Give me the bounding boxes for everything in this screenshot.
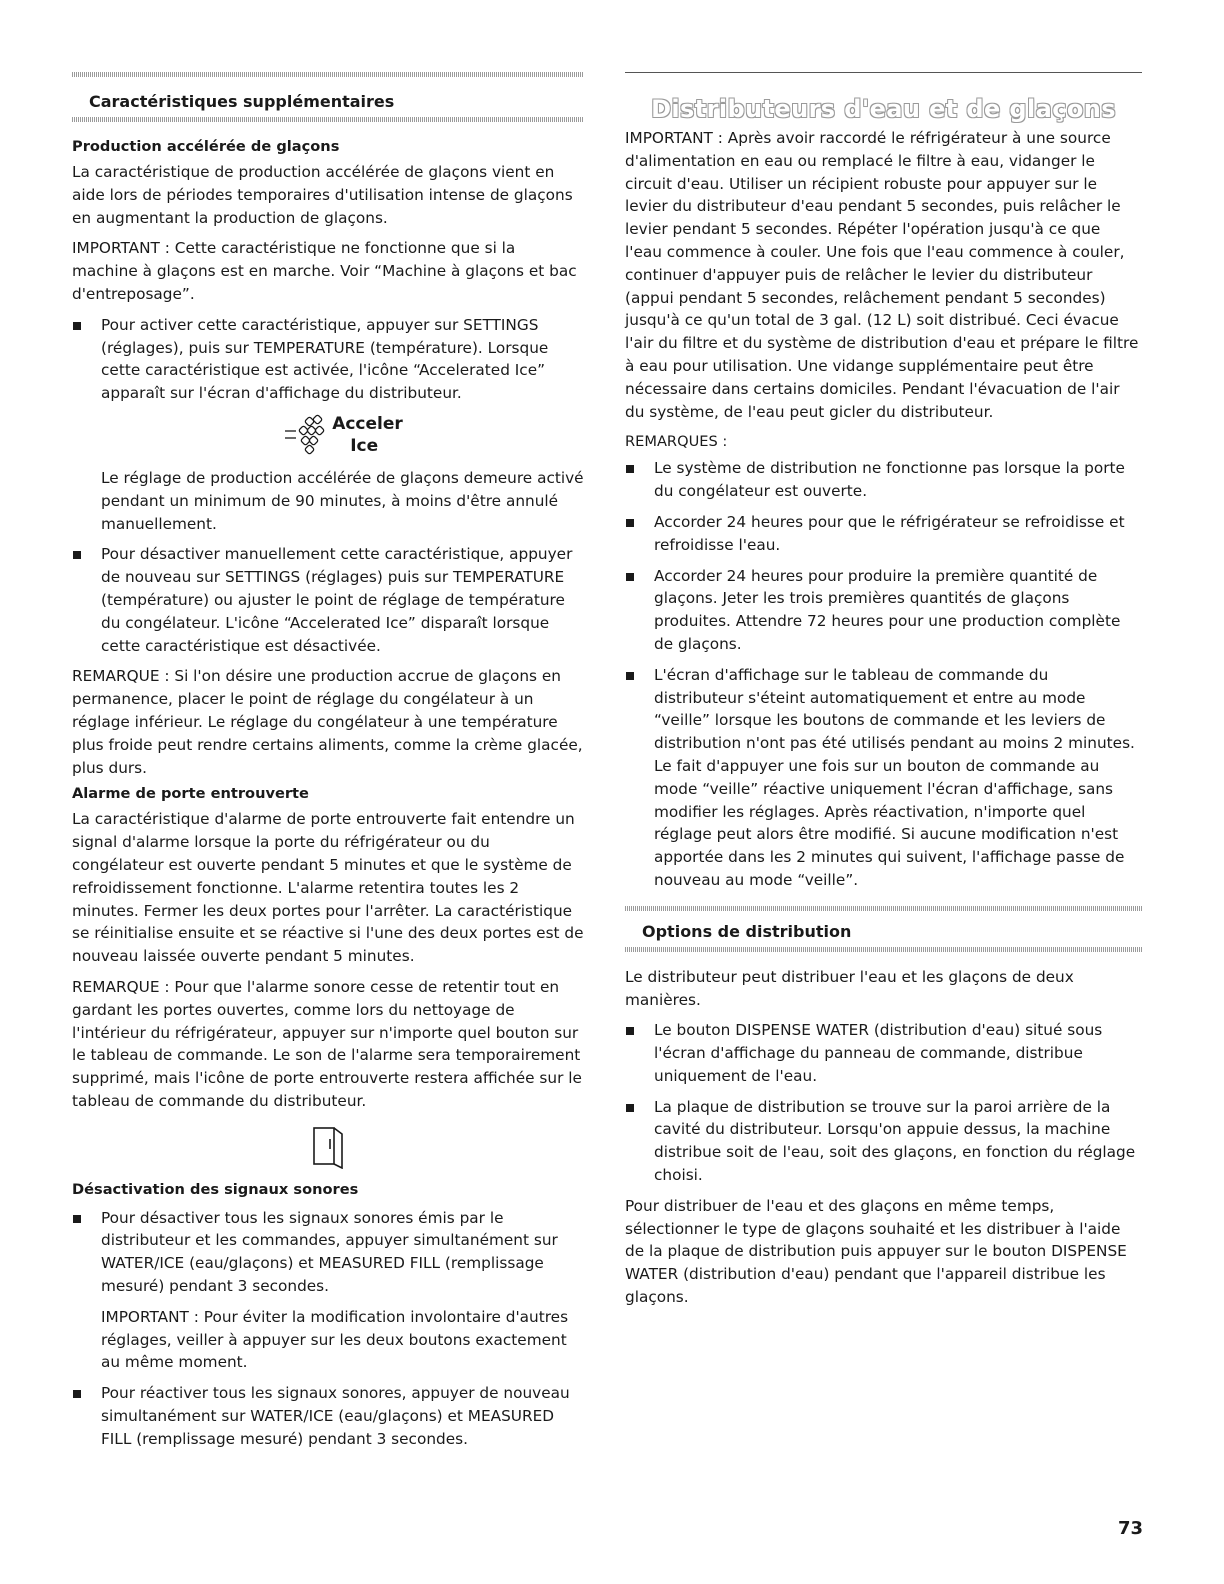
dispenser-important: IMPORTANT : Après avoir raccordé le réfrigérateur à une source d'alimentation en eau ou remplacé le filtre à eau, vidanger le circuit d'eau. Utiliser un récipient robuste pour appuyer sur le levier du distributeur d'eau pendant 5 secondes, puis relâcher le levier pendant 5 secondes. Répéter l'opération jusqu'à ce que l'eau commence à couler. Une fois que l'eau commence à couler, continuer d'appuyer puis de relâcher le levier du distributeur (appui pendant 5 secondes, relâchement pendant 5 secondes) jusqu'à ce qu'un total de 3 gal. (12 L) soit distribué. Ceci évacue l'air du filtre et du système de distribution d'eau et prépare le filtre à eau pour utilisation. Une vidange supplémentaire peut être nécessaire dans certains domiciles. Pendant l'évacuation de l'air du système, de l'eau peut gicler du distributeur. [625,129,1139,421]
bullet-activate-duration: Le réglage de production accélérée de glaçons demeure activé pendant un minimum de 90 minutes, à moins d'être annulé manuellement. [101,468,584,533]
bullet-activate [72,314,584,536]
bullet-activate-text: Pour activer cette caractéristique, appuyer sur SETTINGS (réglages), puis sur TEMPERATURE (température). Lorsque cette caractéristique est activée, l'icône “Accelerated Ice” apparaît sur l'écran d'affichage du distributeur. [101,315,549,403]
bullet-sound-off [72,1207,584,1375]
bullet-deactivate [72,543,584,657]
accelerated-ice-remarque: REMARQUE : Si l'on désire une production accrue de glaçons en permanence, placer le point de réglage du congélateur à un réglage inférieur. Le réglage du congélateur à une température plus froide peut rendre certains aliments, comme la crème glacée, plus durs. [72,667,583,777]
accelerated-ice-display [101,413,584,457]
remarque-item-text: L'écran d'affichage sur le tableau de commande du distributeur s'éteint automatiquement et entre au mode “veille” lorsque les boutons de commande et les leviers de distribution n'ont pas été utilisés pendant au moins 2 minutes. Le fait d'appuyer une fois sur un bouton de commande au mode “veille” réactive uniquement l'écran d'affichage, sans modifier les réglages. Après réactivation, n'importe quel réglage peut alors être modifié. Si aucune modification n'est apportée dans les 2 minutes qui suivent, l'affichage passe de nouveau au mode “veille”. [654,665,1135,889]
accelerated-ice-important: IMPORTANT : Cette caractéristique ne fonctionne que si la machine à glaçons est en marche. Voir “Machine à glaçons et bac d'entreposage”. [72,239,577,303]
bullet-square-icon [626,1027,634,1035]
bullet-square-icon [73,1215,81,1223]
heading-door-alarm: Alarme de porte entrouverte [72,785,309,803]
accelerated-ice-paragraph: La caractéristique de production accélérée de glaçons vient en aide lors de périodes temporaires d'utilisation intense de glaçons en augmentant la production de glaçons. [72,163,573,227]
icon-label-line1: Acceler [332,413,403,434]
right-column [625,72,1142,1309]
heading-accelerated-ice: Production accélérée de glaçons [72,138,340,155]
heading-sound-off: Désactivation des signaux sonores [72,1180,359,1198]
door-alarm-remarque: REMARQUE : Pour que l'alarme sonore cesse de retentir tout en gardant les portes ouvertes, comme lors du nettoyage de l'intérieur du réfrigérateur, appuyer sur n'importe quel bouton sur le tableau de commande. Le son de l'alarme sera temporairement supprimé, mais l'icône de porte entrouverte restera affichée sur le tableau de commande du distributeur. [72,977,582,1110]
title-rule [625,72,1142,73]
bullet-square-icon [626,1104,634,1112]
page-number: 73 [1118,1518,1144,1539]
bullet-sound-on-text: Pour réactiver tous les signaux sonores, appuyer de nouveau simultanément sur WATER/ICE (eau/glaçons) et MEASURED FILL (remplissage mesuré) pendant 3 secondes. [101,1384,570,1448]
bullet-square-icon [73,551,81,559]
door-ajar-display [72,1125,584,1169]
bullet-sound-on [72,1382,584,1450]
remarque-item-text: Le système de distribution ne fonctionne pas lorsque la porte du congélateur est ouverte. [654,459,1125,501]
door-alarm-paragraph: La caractéristique d'alarme de porte entrouverte fait entendre un signal d'alarme lorsque la porte du réfrigérateur ou du congélateur est ouverte pendant 5 minutes et que le système de refroidissement fonctionne. L'alarme retentira toutes les 2 minutes. Fermer les deux portes pour l'arrêter. La caractéristique se réinitialise ensuite et se réactive si l'une des deux portes est de nouveau laissée ouverte pendant 5 minutes. [72,810,584,966]
bullet-square-icon [73,1390,81,1398]
icon-label-line2: Ice [350,435,379,456]
option-item-text: La plaque de distribution se trouve sur la paroi arrière de la cavité du distributeur. Lorsqu'on appuie dessus, la machine distribue soit de l'eau, soit des glaçons, en fonction du réglage choisi. [654,1097,1136,1185]
bullet-square-icon [626,465,634,473]
bullet-deactivate-text: Pour désactiver manuellement cette caractéristique, appuyer de nouveau sur SETTINGS (réglages) puis sur TEMPERATURE (température) ou ajuster le point de réglage de température du congélateur. L'icône “Accelerated Ice” disparaît lorsque cette caractéristique est désactivée. [101,545,573,655]
remarque-item [625,664,1142,892]
remarque-item [625,565,1142,656]
left-column [72,72,584,1451]
bullet-square-icon [626,519,634,527]
options-intro: Le distributeur peut distribuer l'eau et les glaçons de deux manières. [625,967,1074,1009]
remarque-item-text: Accorder 24 heures pour produire la première quantité de glaçons. Jeter les trois premières quantités de glaçons produites. Attendre 72 heures pour une production complète de glaçons. [654,566,1121,653]
section-title-features: Caractéristiques supplémentaires [89,92,395,111]
accelerated-ice-icon [282,414,330,456]
remarques-label: REMARQUES : [625,433,728,451]
accelerated-ice-label [332,413,403,457]
section-title-options: Options de distribution [642,921,852,941]
remarque-item [625,511,1142,557]
bullet-square-icon [626,573,634,581]
remarque-item [625,457,1142,503]
door-ajar-icon [311,1125,345,1169]
remarque-item-text: Accorder 24 heures pour que le réfrigérateur se refroidisse et refroidisse l'eau. [654,512,1125,554]
bullet-sound-off-important: IMPORTANT : Pour éviter la modification involontaire d'autres réglages, veiller à appuyer sur les deux boutons exactement au même moment. [101,1307,569,1372]
option-item-text: Le bouton DISPENSE WATER (distribution d'eau) situé sous l'écran d'affichage du panneau de commande, distribue uniquement de l'eau. [654,1021,1103,1085]
bullet-square-icon [73,322,81,330]
option-item [625,1019,1142,1087]
options-outro: Pour distribuer de l'eau et des glaçons en même temps, sélectionner le type de glaçons souhaité et les distribuer à l'aide de la plaque de distribution puis appuyer sur le bouton DISPENSE WATER (distribution d'eau) pendant que l'appareil distribue les glaçons. [625,1196,1127,1307]
bullet-sound-off-text: Pour désactiver tous les signaux sonores émis par le distributeur et les commandes, appuyer simultanément sur WATER/ICE (eau/glaçons) et MEASURED FILL (remplissage mesuré) pendant 3 secondes. [101,1208,558,1296]
page-title: Distributeurs d'eau et de glaçons [651,95,1116,123]
bullet-square-icon [626,672,634,680]
option-item [625,1096,1142,1187]
